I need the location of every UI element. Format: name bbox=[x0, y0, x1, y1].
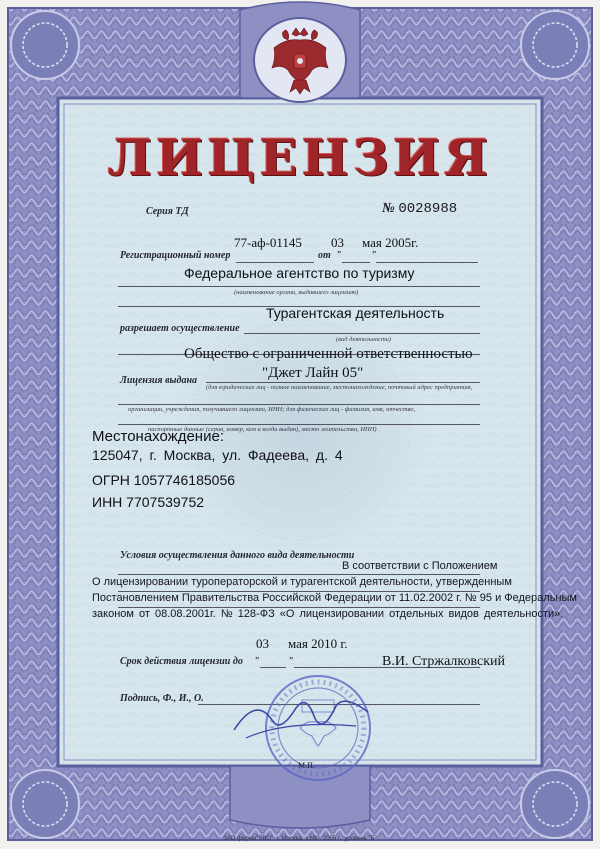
licensee-line-3 bbox=[118, 424, 480, 425]
conditions-line-3: Постановлением Правительства Российской Федерации от 11.02.2002 г. № 95 и Федеральным bbox=[92, 592, 577, 604]
registration-number: 77-аф-01145 bbox=[234, 235, 302, 250]
validity-label: Срок действия лицензии до bbox=[120, 656, 243, 667]
number-value: 0028988 bbox=[398, 201, 458, 217]
conditions-rule-1 bbox=[118, 574, 480, 575]
conditions-label: Условия осуществления данного вида деятельности bbox=[120, 550, 355, 561]
issued-to-label: Лицензия выдана bbox=[120, 375, 198, 386]
licensee-hint-2: организации, учреждения, получившего лицензию, ИНН; для физических лиц - фамилия, имя, отчество, bbox=[128, 406, 416, 413]
conditions-line-2: О лицензировании туроператорской и турагентской деятельности, утвержденным bbox=[92, 576, 512, 588]
stamp-place-label: М.П. bbox=[298, 761, 315, 770]
document-title: ЛИЦЕНЗИЯ bbox=[107, 128, 493, 187]
validity-quote-close: " bbox=[288, 656, 294, 667]
licensee-hint-1: (для юридических лиц - полное наименование, местонахождение, почтовый адрес предприятия, bbox=[206, 384, 473, 391]
signatory-name: В.И. Стржалковский bbox=[382, 654, 506, 669]
expiry-day: 03 bbox=[256, 636, 269, 651]
licensee-hint-3: паспортные данные (серия, номер, кем и когда выдан), место жительства, ИНН) bbox=[148, 426, 377, 433]
permits-label: разрешает осуществление bbox=[120, 323, 240, 334]
conditions-line-4: законом от 08.08.2001г. № 128-ФЗ «О лицензировании отдельных видов деятельности». bbox=[92, 608, 564, 620]
registration-day: 03 bbox=[331, 235, 344, 250]
validity-day-line bbox=[260, 667, 286, 668]
inn-value: ИНН 7707539752 bbox=[92, 494, 205, 510]
activity-name: Турагентская деятельность bbox=[266, 305, 445, 321]
issuer-hint: (наименование органа, выдавшего лицензию) bbox=[234, 289, 359, 296]
licensee-line-2 bbox=[118, 404, 480, 405]
signature-label: Подпись, Ф., И., О. bbox=[120, 693, 204, 704]
quote-open: " bbox=[336, 250, 342, 261]
activity-hint: (вид деятельности) bbox=[336, 336, 392, 343]
licensee-name-line2: "Джет Лайн 05" bbox=[262, 365, 364, 381]
registration-month-year: мая 2005г. bbox=[362, 235, 419, 250]
licensee-name-line1: Общество с ограниченной ответственностью bbox=[184, 346, 473, 362]
activity-line bbox=[244, 333, 480, 334]
registration-from-label: от bbox=[318, 250, 331, 261]
address-value: 125047, г. Москва, ул. Фадеева, д. 4 bbox=[92, 447, 343, 463]
licensee-line bbox=[206, 382, 480, 383]
double-headed-eagle-icon bbox=[266, 24, 334, 96]
expiry-month-year: мая 2010 г. bbox=[288, 636, 348, 651]
validity-quote-open: " bbox=[254, 656, 260, 667]
quote-close: " bbox=[371, 250, 377, 261]
conditions-line-1: В соответствии с Положением bbox=[342, 560, 498, 572]
number-prefix: № bbox=[382, 201, 395, 216]
license-number bbox=[382, 201, 457, 217]
registration-day-line bbox=[342, 262, 370, 263]
issuer-name: Федеральное агентство по туризму bbox=[184, 265, 415, 281]
location-label: Местонахождение: bbox=[92, 428, 224, 445]
printer-footer: ЗАО фирма"ЭВО", г. Москва, з.680, 2005 г., уровень "Б" bbox=[223, 836, 377, 842]
registration-number-line bbox=[236, 262, 314, 263]
signature-icon bbox=[226, 690, 376, 750]
issuer-line bbox=[118, 286, 480, 287]
series-label: Серия ТД bbox=[146, 206, 189, 217]
ogrn-value: ОГРН 1057746185056 bbox=[92, 472, 236, 488]
registration-label: Регистрационный номер bbox=[120, 250, 231, 261]
registration-month-line bbox=[376, 262, 478, 263]
